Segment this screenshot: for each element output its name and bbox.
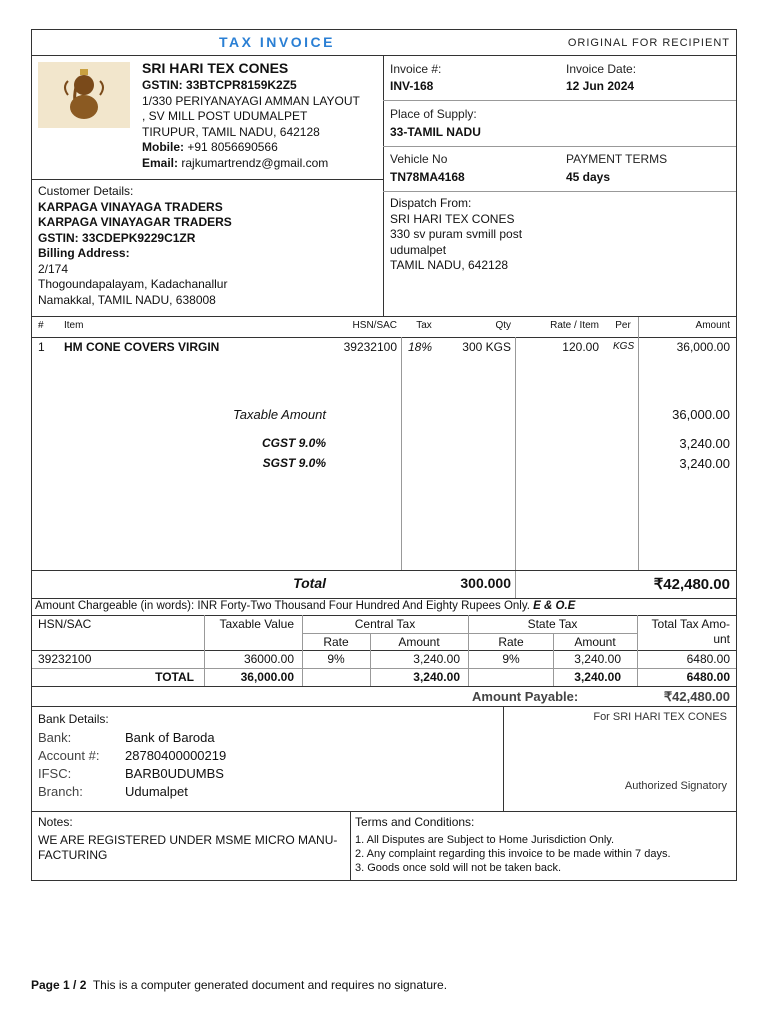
customer-details-label: Customer Details: [38, 184, 134, 198]
col-header-qty: Qty [495, 320, 511, 331]
terms-item-1: 1. All Disputes are Subject to Home Jurisdiction Only. [355, 834, 615, 846]
bank-name: Bank of Baroda [125, 730, 215, 745]
col-header-per: Per [615, 320, 631, 331]
bank-details-label: Bank Details: [38, 712, 109, 726]
invoice-date-label: Invoice Date: [566, 62, 637, 76]
summary-total-label: TOTAL [155, 670, 194, 684]
dispatch-line2: 330 sv puram svmill post [390, 227, 523, 241]
summary-header-state: State Tax [527, 617, 578, 631]
bank-label: Bank: [38, 730, 72, 745]
summary-total-total: 6480.00 [686, 670, 730, 684]
col-header-rate: Rate / Item [550, 320, 599, 331]
item-qty: 300 KGS [462, 340, 511, 354]
amount-in-words: Amount Chargeable (in words): INR Forty-Two Thousand Four Hundred And Eighty Rupees Only. E & O.E [35, 600, 576, 612]
summary-header-central-rate: Rate [323, 635, 349, 649]
summary-header-state-rate: Rate [498, 635, 524, 649]
summary-c-amount: 3,240.00 [413, 652, 460, 666]
invoice-title: TAX INVOICE [219, 34, 335, 50]
summary-header-state-amount: Amount [574, 635, 616, 649]
invoice-document [31, 29, 737, 881]
place-of-supply: 33-TAMIL NADU [390, 125, 481, 139]
notes-line2: FACTURING [38, 848, 108, 862]
cgst-value: 3,240.00 [679, 436, 730, 451]
item-rate: 120.00 [562, 340, 599, 354]
cgst-label: CGST 9.0% [261, 436, 326, 450]
payment-terms: 45 days [566, 170, 611, 184]
taxable-amount-value: 36,000.00 [672, 407, 730, 422]
authorized-signatory: Authorized Signatory [624, 780, 727, 792]
ganesha-logo-icon [38, 62, 130, 128]
signatory-for-label: For SRI HARI TEX CONES [593, 711, 727, 723]
dispatch-line1: SRI HARI TEX CONES [390, 211, 515, 226]
seller-address-line1: 1/330 PERIYANAYAGI AMMAN LAYOUT [142, 93, 360, 108]
item-hsn: 39232100 [343, 340, 397, 354]
summary-hsn: 39232100 [38, 652, 92, 666]
vehicle-number: TN78MA4168 [390, 170, 465, 184]
dispatch-line3: udumalpet [390, 242, 447, 257]
page-number: Page 1 / 2 [31, 978, 87, 992]
billing-address-line2: Thogoundapalayam, Kadachanallur [38, 277, 228, 291]
place-of-supply-label: Place of Supply: [390, 107, 477, 121]
seller-address-line3: TIRUPUR, TAMIL NADU, 642128 [142, 124, 320, 139]
customer-name-1: KARPAGA VINAYAGA TRADERS [38, 199, 223, 214]
seller-name: SRI HARI TEX CONES [142, 60, 289, 76]
total-label: Total [293, 575, 326, 591]
ifsc-label: IFSC: [38, 766, 72, 781]
item-amount: 36,000.00 [676, 340, 730, 354]
summary-header-central-amount: Amount [398, 635, 440, 649]
invoice-number: INV-168 [390, 79, 434, 93]
item-per: KGS [613, 341, 635, 352]
col-header-num: # [38, 320, 44, 331]
item-num: 1 [38, 340, 45, 354]
seller-gstin: GSTIN: 33BTCPR8159K2Z5 [142, 78, 297, 92]
total-qty: 300.000 [460, 575, 511, 591]
page-footer [31, 978, 447, 992]
customer-name-2: KARPAGA VINAYAGAR TRADERS [38, 215, 232, 229]
terms-item-3: 3. Goods once sold will not be taken back. [355, 862, 562, 874]
summary-total-taxable: 36,000.00 [240, 670, 294, 684]
billing-address-label: Billing Address: [38, 246, 130, 260]
summary-s-amount: 3,240.00 [574, 652, 621, 666]
account-number: 28780400000219 [125, 748, 227, 763]
account-label: Account #: [38, 748, 100, 763]
amount-payable-value: ₹42,480.00 [663, 689, 730, 704]
notes-line1: WE ARE REGISTERED UNDER MSME MICRO MANU- [38, 833, 338, 847]
taxable-amount-label: Taxable Amount [233, 407, 326, 422]
invoice-number-label: Invoice #: [390, 62, 442, 76]
summary-c-rate: 9% [327, 652, 345, 666]
total-amount: ₹42,480.00 [653, 576, 730, 593]
notes-label: Notes: [38, 815, 73, 829]
col-header-amount: Amount [695, 320, 730, 331]
summary-header-total: Total Tax Amo- unt [651, 617, 730, 646]
terms-label: Terms and Conditions: [355, 815, 475, 829]
summary-total-s-amount: 3,240.00 [574, 670, 621, 684]
item-tax: 18% [408, 340, 433, 354]
copy-label: ORIGINAL FOR RECIPIENT [567, 37, 730, 49]
billing-address-line1: 2/174 [38, 261, 69, 276]
terms-item-2: 2. Any complaint regarding this invoice to be made within 7 days. [355, 848, 671, 860]
dispatch-line4: TAMIL NADU, 642128 [390, 258, 509, 272]
sgst-value: 3,240.00 [679, 456, 730, 471]
summary-total: 6480.00 [686, 652, 730, 666]
footer-note: This is a computer generated document and requires no signature. [92, 978, 448, 992]
summary-s-rate: 9% [502, 652, 520, 666]
seller-email: Email: rajkumartrendz@gmail.com [142, 155, 329, 170]
summary-header-central: Central Tax [354, 617, 416, 631]
summary-taxable: 36000.00 [243, 652, 294, 666]
summary-total-c-amount: 3,240.00 [413, 670, 460, 684]
col-header-tax: Tax [416, 320, 432, 331]
amount-payable-label: Amount Payable: [472, 689, 579, 704]
item-name: HM CONE COVERS VIRGIN [64, 340, 220, 354]
branch-name: Udumalpet [125, 784, 188, 799]
sgst-label: SGST 9.0% [262, 456, 326, 470]
customer-gstin: GSTIN: 33CDEPK9229C1ZR [38, 230, 196, 245]
billing-address-line3: Namakkal, TAMIL NADU, 638008 [38, 292, 216, 307]
seller-mobile: Mobile: +91 8056690566 [142, 140, 278, 154]
payment-terms-label: PAYMENT TERMS [566, 152, 668, 166]
dispatch-from-label: Dispatch From: [390, 196, 472, 210]
branch-label: Branch: [38, 784, 83, 799]
col-header-hsn: HSN/SAC [352, 320, 397, 331]
seller-address-line2: , SV MILL POST UDUMALPET [142, 109, 308, 123]
invoice-date: 12 Jun 2024 [566, 79, 635, 93]
vehicle-label: Vehicle No [390, 152, 448, 166]
ifsc-code: BARB0UDUMBS [125, 766, 224, 781]
summary-header-taxable: Taxable Value [219, 617, 294, 631]
col-header-item: Item [64, 320, 84, 331]
summary-header-hsn: HSN/SAC [38, 617, 92, 631]
